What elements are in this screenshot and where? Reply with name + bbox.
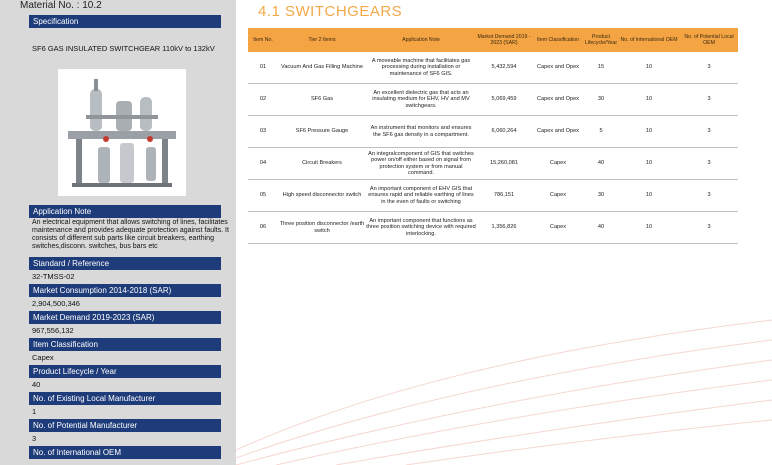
table-row (248, 180, 738, 212)
cell-lifecycle: 40 (597, 224, 605, 231)
cell-tier2-item: SF6 Pressure Gauge (295, 128, 349, 135)
cell-item-no: 06 (259, 224, 267, 231)
cell-lifecycle: 15 (597, 64, 605, 71)
table-row (248, 148, 738, 180)
header-tier2-items: Tier 2 Items (308, 37, 336, 43)
item-classification-value: Capex (32, 353, 54, 362)
cell-market-demand: 1,356,826 (491, 224, 517, 231)
cell-market-demand: 5,069,459 (491, 96, 517, 103)
cell-application-note: An important component that functions as three position switching device with required interlocking. (366, 217, 476, 237)
cell-potential-local-oem: 3 (707, 64, 711, 71)
cell-lifecycle: 40 (597, 160, 605, 167)
cell-potential-local-oem: 3 (707, 96, 711, 103)
cell-item-no: 02 (259, 96, 267, 103)
switchgear-illustration (58, 69, 186, 196)
existing-manufacturer-header: No. of Existing Local Manufacturer (29, 392, 221, 405)
header-item-no: Item No. (253, 37, 273, 43)
cell-international-oem: 10 (645, 128, 653, 135)
table-row (248, 116, 738, 148)
cell-lifecycle: 5 (599, 128, 603, 135)
cell-international-oem: 10 (645, 192, 653, 199)
international-oem-header: No. of International OEM (29, 446, 221, 459)
table-row (248, 52, 738, 84)
cell-tier2-item: Vacuum And Gas Filling Machine (281, 64, 363, 71)
table-row (248, 84, 738, 116)
potential-manufacturer-value: 3 (32, 434, 37, 443)
header-market-demand: Market Demand 2019 - 2023 (SAR) (477, 34, 531, 46)
cell-item-no: 05 (259, 192, 267, 199)
cell-lifecycle: 30 (597, 96, 605, 103)
cell-application-note: An instrument that monitors and ensures the SF6 gas density in a compartment. (370, 125, 472, 138)
standard-header: Standard / Reference (29, 257, 221, 270)
cell-item-no: 01 (259, 64, 267, 71)
product-title: SF6 GAS INSULATED SWITCHGEAR 110kV to 132kV (32, 44, 215, 53)
cell-potential-local-oem: 3 (707, 224, 711, 231)
cell-potential-local-oem: 3 (707, 160, 711, 167)
application-note-header: Application Note (29, 205, 221, 218)
market-consumption-value: 2,904,500,346 (32, 299, 80, 308)
cell-application-note: An excellent dielectric gas that acts an insulating medium for EHV, HV and MV switchgears. (372, 89, 470, 109)
market-consumption-header: Market Consumption 2014-2018 (SAR) (29, 284, 221, 297)
header-international-oem: No. of International OEM (620, 37, 678, 43)
cell-classification: Capex (549, 192, 567, 199)
switchgear-table (248, 28, 738, 244)
header-potential-local-oem: No. of Potential Local OEM (684, 34, 734, 46)
cell-market-demand: 6,060,264 (491, 128, 517, 135)
header-item-classification: Item Classification (536, 37, 580, 43)
table-header-row (248, 28, 738, 52)
specification-header: Specification (29, 15, 221, 28)
header-application-note: Application Note (402, 37, 440, 43)
table-row (248, 212, 738, 244)
decorative-curves (236, 300, 772, 465)
cell-classification: Capex and Opex (537, 128, 579, 135)
application-note-text: An electrical equipment that allows switching of lines, facilitates maintenance and provides adequate protection against faults. It consists of different sub parts like circuit breakers, earthing switches,disconn. switches, bus bars etc (32, 219, 229, 250)
cell-tier2-item: SF6 Gas (310, 96, 334, 103)
cell-classification: Capex (549, 224, 567, 231)
item-classification-header: Item Classification (29, 338, 221, 351)
product-lifecycle-header: Product Lifecycle / Year (29, 365, 221, 378)
product-image (58, 69, 186, 196)
potential-manufacturer-header: No. of Potential Manufacturer (29, 419, 221, 432)
cell-application-note: An integralcomponent of GIS that switches power on/off either based on signal from protection system or from manual command. (368, 150, 474, 176)
cell-classification: Capex and Opex (537, 96, 579, 103)
cell-potential-local-oem: 3 (707, 192, 711, 199)
cell-classification: Capex and Opex (537, 64, 579, 71)
cell-item-no: 04 (259, 160, 267, 167)
product-lifecycle-value: 40 (32, 380, 41, 389)
cell-international-oem: 10 (645, 64, 653, 71)
cell-international-oem: 10 (645, 160, 653, 167)
cell-market-demand: 786,151 (493, 192, 515, 199)
cell-international-oem: 10 (645, 224, 653, 231)
existing-manufacturer-value: 1 (32, 407, 37, 416)
cell-international-oem: 10 (645, 96, 653, 103)
market-demand-value: 967,556,132 (32, 326, 74, 335)
cell-application-note: An important component of EHV GIS that ensures rapid and reliable earthing of lines in the even of faults or switching (368, 185, 474, 205)
cell-item-no: 03 (259, 128, 267, 135)
cell-market-demand: 5,432,594 (491, 64, 517, 71)
market-demand-header: Market Demand 2019-2023 (SAR) (29, 311, 221, 324)
cell-tier2-item: High speed disconnector switch (282, 192, 362, 199)
standard-value: 32-TMSS-02 (32, 272, 75, 281)
material-number: Material No. : 10.2 (20, 0, 102, 11)
cell-application-note: A moveable machine that facilitates gas processing during installation or maintenance of SF6 GIS. (371, 57, 471, 77)
cell-lifecycle: 30 (597, 192, 605, 199)
cell-tier2-item: Three position disconnector /earth switch (279, 221, 365, 234)
cell-market-demand: 15,260,081 (490, 160, 518, 167)
section-title: 4.1 SWITCHGEARS (258, 3, 403, 20)
header-product-lifecycle: Product Lifecycle/Year (584, 34, 618, 46)
cell-classification: Capex (549, 160, 567, 167)
specification-panel (0, 0, 236, 465)
cell-potential-local-oem: 3 (707, 128, 711, 135)
cell-tier2-item: Circuit Breakers (302, 160, 342, 167)
